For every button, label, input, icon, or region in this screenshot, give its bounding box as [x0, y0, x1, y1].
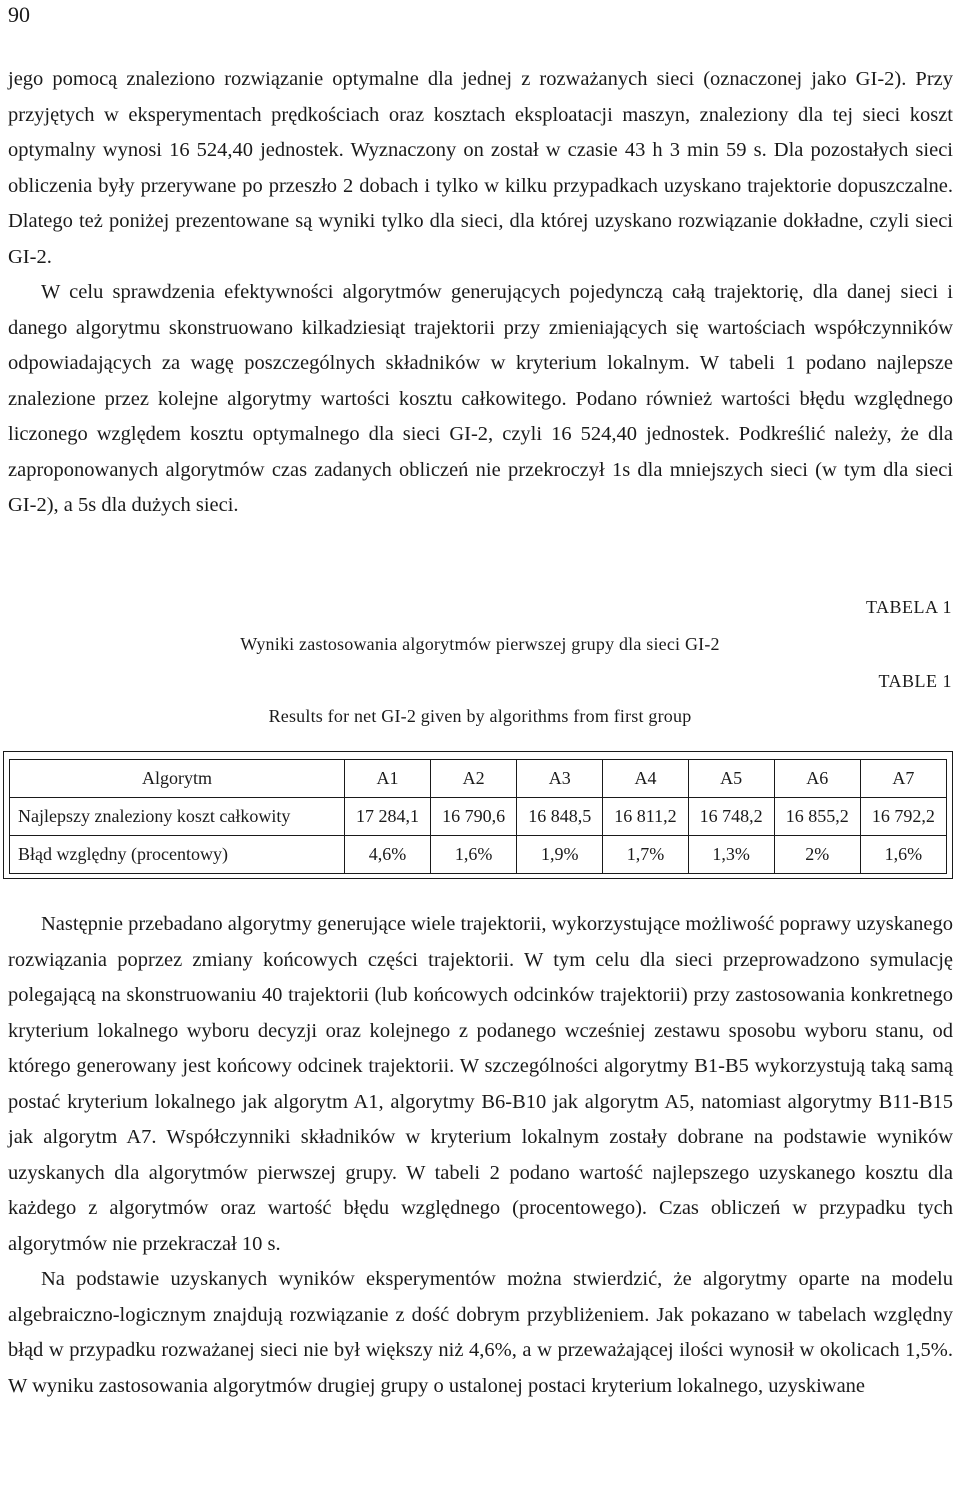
table-header-cell: A6 — [774, 760, 860, 798]
paragraph: Na podstawie uzyskanych wyników eksperymentów można stwierdzić, że algorytmy oparte na modelu algebraiczno-logicznym znajdują rozwiązanie z dość dobrym przybliżeniem. Jak pokazano w tabelach względny błąd w przypadku rozważanej sieci nie był większy niż 4,6%, a w przeważającej ilości wynosił w okolicach 1,5%. W wyniku zastosowania algorytmów drugiej grupy o ustalonej postaci kryterium lokalnego, uzyskiwane — [8, 1268, 953, 1397]
table-header-cell: A4 — [603, 760, 688, 798]
table-cell: 16 748,2 — [688, 798, 774, 836]
body-text-top — [8, 62, 953, 524]
table-header-cell: Algorytm — [10, 760, 345, 798]
paragraph: Następnie przebadano algorytmy generujące wiele trajektorii, wykorzystujące możliwość poprawy uzyskanego rozwiązania poprzez zmiany końcowych części trajektorii. W tym celu dla sieci przeprowadzono symulację polegającą na skonstruowaniu 40 trajektorii (lub końcowych odcinków trajektorii) przy zastosowania konkretnego kryterium lokalnego wyboru decyzji oraz kolejnego z podanego wcześniej zestawu sposobu wyboru stanu, od którego generowany jest końcowy odcinek trajektorii. W szczególności algorytmy B1-B5 wykorzystują taką samą postać kryterium lokalnego jak algorytm A1, algorytmy B6-B10 jak algorytm A5, natomiast algorytmy B11-B15 jak algorytm A7. Współczynniki składników w kryterium lokalnym zostały dobrane na podstawie wyników uzyskanych dla algorytmów pierwszej grupy. W tabeli 2 podano wartość najlepszego uzyskanego kosztu dla każdego z algorytmów oraz wartość błędu względnego (procentowego). Czas obliczeń w przypadku tych algorytmów nie przekraczał 10 s. — [8, 913, 953, 1255]
results-table-frame — [3, 751, 953, 879]
page-number: 90 — [8, 2, 30, 27]
table-cell: 1,9% — [517, 836, 603, 874]
table-row-label: Błąd względny (procentowy) — [10, 836, 345, 874]
table-caption-en: Results for net GI-2 given by algorithms from first group — [268, 706, 692, 726]
table-header-row — [10, 760, 947, 798]
table-header-cell: A3 — [517, 760, 603, 798]
table-cell: 4,6% — [345, 836, 431, 874]
table-header-cell: A7 — [860, 760, 946, 798]
table-cell: 16 848,5 — [517, 798, 603, 836]
paragraph: W celu sprawdzenia efektywności algorytmów generujących pojedynczą całą trajektorię, dla danej sieci i danego algorytmu skonstruowano kilkadziesiąt trajektorii przy zmieniających się wartościach współczynników odpowiadających za wagę poszczególnych składników w kryterium lokalnym. W tabeli 1 podano najlepsze znalezione przez kolejne algorytmy wartości kosztu całkowitego. Podano również wartości błędu względnego liczonego względem kosztu optymalnego dla sieci GI-2, czyli 16 524,40 jednostek. Podkreślić należy, że dla zaproponowanych algorytmów czas zadanych obliczeń nie przekroczył 1s dla mniejszych sieci (w tym dla sieci GI-2), a 5s dla dużych sieci. — [8, 281, 953, 516]
table-cell: 16 855,2 — [774, 798, 860, 836]
results-table — [9, 759, 947, 874]
table-label-en: TABLE 1 — [878, 671, 952, 691]
table-cell: 1,6% — [431, 836, 517, 874]
table-row — [10, 798, 947, 836]
paragraph: jego pomocą znaleziono rozwiązanie optymalne dla jednej z rozważanych sieci (oznaczonej jako GI-2). Przy przyjętych w eksperymentach prędkościach oraz kosztach eksploatacji maszyn, znaleziony dla tej sieci koszt optymalny wynosi 16 524,40 jednostek. Wyznaczony on został w czasie 43 h 3 min 59 s. Dla pozostałych sieci obliczenia były przerywane po przeszło 2 dobach i tylko w kilku przypadkach uzyskano trajektorie dopuszczalne. Dlatego też poniżej prezentowane są wyniki tylko dla sieci, dla której uzyskano rozwiązanie dokładne, czyli sieci GI-2. — [8, 68, 953, 268]
table-cell: 16 790,6 — [431, 798, 517, 836]
table-label-pl: TABELA 1 — [865, 597, 952, 617]
table-header-cell: A1 — [345, 760, 431, 798]
table-cell: 1,7% — [603, 836, 688, 874]
table-caption-pl: Wyniki zastosowania algorytmów pierwszej grupy dla sieci GI-2 — [240, 634, 720, 654]
table-header-cell: A5 — [688, 760, 774, 798]
body-text-bottom — [8, 907, 953, 1404]
table-cell: 1,6% — [860, 836, 946, 874]
table-header-cell: A2 — [431, 760, 517, 798]
table-cell: 17 284,1 — [345, 798, 431, 836]
table-cell: 16 792,2 — [860, 798, 946, 836]
table-cell: 16 811,2 — [603, 798, 688, 836]
table-row-label: Najlepszy znaleziony koszt całkowity — [10, 798, 345, 836]
table-row — [10, 836, 947, 874]
table-cell: 1,3% — [688, 836, 774, 874]
table-cell: 2% — [774, 836, 860, 874]
